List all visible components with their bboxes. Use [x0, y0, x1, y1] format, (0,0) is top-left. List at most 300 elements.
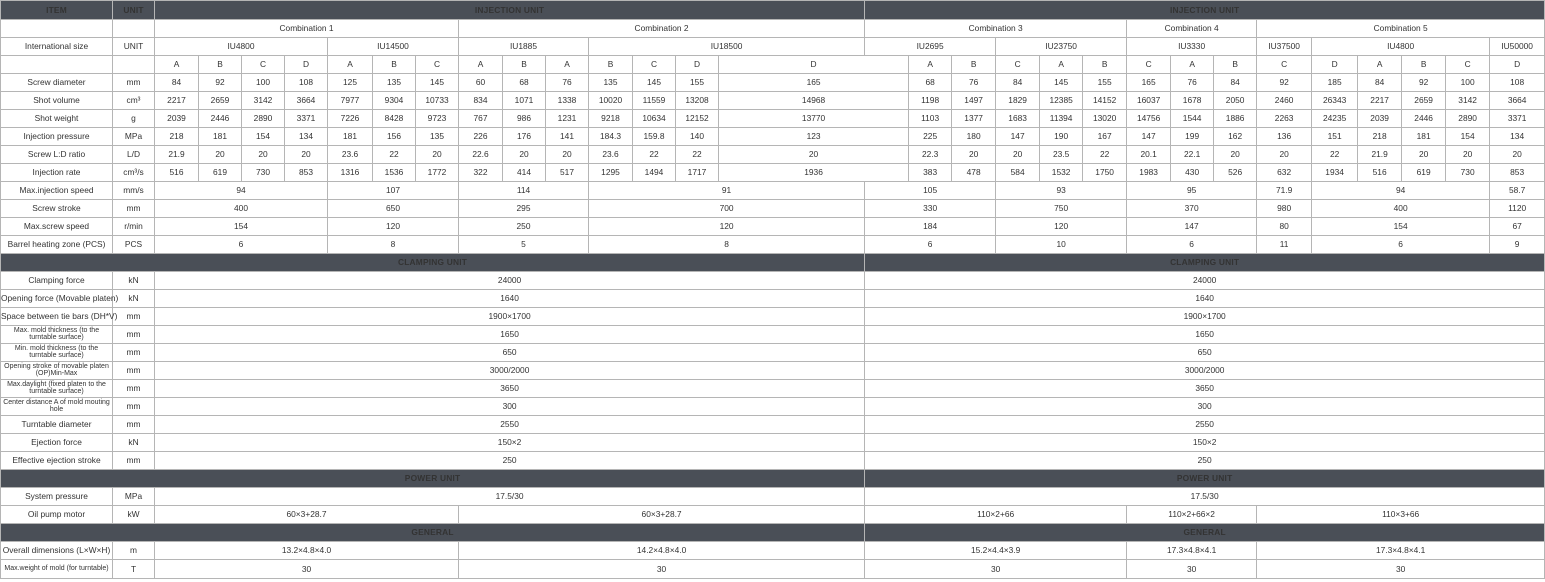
value-cell: 110×3+66	[1257, 506, 1545, 524]
power-unit-header-right: POWER UNIT	[865, 470, 1545, 488]
value-cell: 980	[1257, 200, 1312, 218]
value-cell: 17.5/30	[865, 488, 1545, 506]
value-cell: 10733	[416, 92, 459, 110]
value-cell: 154	[155, 218, 328, 236]
value-cell: 176	[503, 128, 546, 146]
value-cell: 6	[1127, 236, 1257, 254]
value-cell: 250	[155, 452, 865, 470]
value-cell: 145	[1040, 74, 1083, 92]
row-label: Shot volume	[1, 92, 113, 110]
clamping-row	[1, 272, 1545, 290]
value-cell: 92	[199, 74, 242, 92]
value-cell: 17.3×4.8×4.1	[1257, 542, 1545, 560]
grade-cell: B	[1083, 56, 1127, 74]
value-cell: 20	[546, 146, 589, 164]
value-cell: 2039	[1358, 110, 1402, 128]
value-cell: 1717	[676, 164, 719, 182]
value-cell: 107	[328, 182, 459, 200]
value-cell: 2550	[865, 416, 1545, 434]
value-cell: 3664	[285, 92, 328, 110]
row-label: Overall dimensions (L×W×H)	[1, 542, 113, 560]
combination-row	[1, 20, 1545, 38]
value-cell: 383	[909, 164, 952, 182]
value-cell: 330	[865, 200, 996, 218]
value-cell: 6	[155, 236, 328, 254]
value-cell: 2890	[1446, 110, 1490, 128]
value-cell: 185	[1312, 74, 1358, 92]
value-cell: 58.7	[1490, 182, 1545, 200]
value-cell: 60×3+28.7	[155, 506, 459, 524]
row-unit: mm	[113, 344, 155, 362]
value-cell: 400	[155, 200, 328, 218]
value-cell: 430	[1171, 164, 1214, 182]
clamping-row	[1, 344, 1545, 362]
clamping-row	[1, 398, 1545, 416]
system-pressure-row	[1, 488, 1545, 506]
value-cell: 23.6	[589, 146, 633, 164]
row-label: Opening force (Movable platen)	[1, 290, 113, 308]
row-unit: g	[113, 110, 155, 128]
value-cell: 7226	[328, 110, 373, 128]
value-cell: 12385	[1040, 92, 1083, 110]
row-unit: MPa	[113, 488, 155, 506]
injection-unit-header-right: INJECTION UNIT	[865, 1, 1545, 20]
value-cell: 1936	[719, 164, 909, 182]
value-cell: 20	[1446, 146, 1490, 164]
international-size-row	[1, 38, 1545, 56]
value-cell: 23.6	[328, 146, 373, 164]
value-cell: 181	[199, 128, 242, 146]
value-cell: 7977	[328, 92, 373, 110]
value-cell: 750	[996, 200, 1127, 218]
value-cell: 22	[1083, 146, 1127, 164]
value-cell: 22.3	[909, 146, 952, 164]
value-cell: 2446	[1402, 110, 1446, 128]
value-cell: 517	[546, 164, 589, 182]
value-cell: 181	[328, 128, 373, 146]
grade-cell: C	[633, 56, 676, 74]
grade-cell: C	[242, 56, 285, 74]
value-cell: 3371	[1490, 110, 1545, 128]
clamping-row	[1, 452, 1545, 470]
value-cell: 154	[1446, 128, 1490, 146]
value-cell: 16037	[1127, 92, 1171, 110]
size-cell: IU2695	[865, 38, 996, 56]
value-cell: 30	[1127, 560, 1257, 579]
value-cell: 414	[503, 164, 546, 182]
value-cell: 2050	[1214, 92, 1257, 110]
value-cell: 2460	[1257, 92, 1312, 110]
value-cell: 154	[242, 128, 285, 146]
row-label: System pressure	[1, 488, 113, 506]
injection-merged-row	[1, 218, 1545, 236]
value-cell: 400	[1312, 200, 1490, 218]
row-label: Max. mold thickness (to the turntable surface)	[1, 326, 113, 344]
value-cell: 91	[589, 182, 865, 200]
value-cell: 2890	[242, 110, 285, 128]
value-cell: 20	[1402, 146, 1446, 164]
clamping-row	[1, 434, 1545, 452]
value-cell: 13770	[719, 110, 909, 128]
value-cell: 9218	[589, 110, 633, 128]
grade-cell: C	[416, 56, 459, 74]
value-cell: 20	[996, 146, 1040, 164]
injection-merged-row	[1, 236, 1545, 254]
value-cell: 2263	[1257, 110, 1312, 128]
value-cell: 30	[155, 560, 459, 579]
value-cell: 2550	[155, 416, 865, 434]
value-cell: 218	[155, 128, 199, 146]
value-cell: 1103	[909, 110, 952, 128]
value-cell: 10634	[633, 110, 676, 128]
value-cell: 650	[155, 344, 865, 362]
row-unit: mm/s	[113, 182, 155, 200]
value-cell: 162	[1214, 128, 1257, 146]
value-cell: 125	[328, 74, 373, 92]
row-label: Screw stroke	[1, 200, 113, 218]
grade-cell: B	[503, 56, 546, 74]
row-label: Injection rate	[1, 164, 113, 182]
value-cell: 3142	[1446, 92, 1490, 110]
grade-cell: A	[459, 56, 503, 74]
size-cell: IU4800	[155, 38, 328, 56]
value-cell: 14152	[1083, 92, 1127, 110]
value-cell: 1497	[952, 92, 996, 110]
value-cell: 84	[1358, 74, 1402, 92]
row-unit: mm	[113, 452, 155, 470]
injection-row	[1, 92, 1545, 110]
value-cell: 76	[952, 74, 996, 92]
value-cell: 60	[459, 74, 503, 92]
value-cell: 526	[1214, 164, 1257, 182]
value-cell: 322	[459, 164, 503, 182]
value-cell: 20	[719, 146, 909, 164]
value-cell: 76	[1171, 74, 1214, 92]
row-unit: kW	[113, 506, 155, 524]
value-cell: 20	[199, 146, 242, 164]
value-cell: 650	[328, 200, 459, 218]
value-cell: 3650	[155, 380, 865, 398]
item-header: ITEM	[1, 1, 113, 20]
row-unit: r/min	[113, 218, 155, 236]
value-cell: 21.9	[1358, 146, 1402, 164]
value-cell: 3142	[242, 92, 285, 110]
clamping-row	[1, 326, 1545, 344]
value-cell: 853	[285, 164, 328, 182]
value-cell: 13208	[676, 92, 719, 110]
grade-cell: C	[996, 56, 1040, 74]
row-label: International size	[1, 38, 113, 56]
value-cell: 1886	[1214, 110, 1257, 128]
value-cell: 22	[1312, 146, 1358, 164]
value-cell: 1377	[952, 110, 996, 128]
value-cell: 218	[1358, 128, 1402, 146]
value-cell: 1544	[1171, 110, 1214, 128]
injection-row	[1, 146, 1545, 164]
value-cell: 150×2	[865, 434, 1545, 452]
value-cell: 14.2×4.8×4.0	[459, 542, 865, 560]
value-cell: 147	[996, 128, 1040, 146]
value-cell: 84	[1214, 74, 1257, 92]
value-cell: 767	[459, 110, 503, 128]
row-unit: L/D	[113, 146, 155, 164]
row-unit: mm	[113, 416, 155, 434]
value-cell: 30	[865, 560, 1127, 579]
row-label: Effective ejection stroke	[1, 452, 113, 470]
value-cell: 8428	[373, 110, 416, 128]
injection-merged-row	[1, 200, 1545, 218]
value-cell: 619	[199, 164, 242, 182]
combination-2: Combination 2	[459, 20, 865, 38]
power-header-row	[1, 470, 1545, 488]
value-cell: 1650	[865, 326, 1545, 344]
grade-cell: B	[589, 56, 633, 74]
general-header-row	[1, 524, 1545, 542]
grade-row	[1, 56, 1545, 74]
value-cell: 156	[373, 128, 416, 146]
row-label: Injection pressure	[1, 128, 113, 146]
value-cell: 3371	[285, 110, 328, 128]
value-cell: 100	[1446, 74, 1490, 92]
row-label: Max.weight of mold (for turntable)	[1, 560, 113, 579]
value-cell: 370	[1127, 200, 1257, 218]
value-cell: 24235	[1312, 110, 1358, 128]
grade-cell: A	[328, 56, 373, 74]
value-cell: 105	[865, 182, 996, 200]
value-cell: 6	[1312, 236, 1490, 254]
value-cell: 184.3	[589, 128, 633, 146]
row-unit: m	[113, 542, 155, 560]
value-cell: 30	[459, 560, 865, 579]
value-cell: 20	[1214, 146, 1257, 164]
size-cell: IU50000	[1490, 38, 1545, 56]
value-cell: 8	[328, 236, 459, 254]
value-cell: 300	[865, 398, 1545, 416]
injection-data	[1, 74, 1545, 182]
value-cell: 20	[952, 146, 996, 164]
value-cell: 151	[1312, 128, 1358, 146]
value-cell: 120	[996, 218, 1127, 236]
row-label: Opening stroke of movable platen (OP)Min-Max	[1, 362, 113, 380]
value-cell: 135	[589, 74, 633, 92]
clamping-row	[1, 416, 1545, 434]
value-cell: 1536	[373, 164, 416, 182]
value-cell: 145	[633, 74, 676, 92]
size-cell: IU1885	[459, 38, 589, 56]
value-cell: 1750	[1083, 164, 1127, 182]
injection-row	[1, 74, 1545, 92]
value-cell: 20.1	[1127, 146, 1171, 164]
value-cell: 20	[1257, 146, 1312, 164]
size-cell: IU4800	[1312, 38, 1490, 56]
grade-cell: D	[285, 56, 328, 74]
value-cell: 225	[909, 128, 952, 146]
injection-merged-row	[1, 182, 1545, 200]
combination-3: Combination 3	[865, 20, 1127, 38]
value-cell: 100	[242, 74, 285, 92]
value-cell: 30	[1257, 560, 1545, 579]
injection-unit-header-left: INJECTION UNIT	[155, 1, 865, 20]
value-cell: 147	[1127, 128, 1171, 146]
grade-cell: B	[952, 56, 996, 74]
value-cell: 76	[546, 74, 589, 92]
unit-header: UNIT	[113, 1, 155, 20]
value-cell: 853	[1490, 164, 1545, 182]
value-cell: 14756	[1127, 110, 1171, 128]
value-cell: 13.2×4.8×4.0	[155, 542, 459, 560]
size-cell: IU3330	[1127, 38, 1257, 56]
grade-cell: D	[719, 56, 909, 74]
value-cell: 84	[996, 74, 1040, 92]
row-unit: mm	[113, 200, 155, 218]
value-cell: 140	[676, 128, 719, 146]
value-cell: 15.2×4.4×3.9	[865, 542, 1127, 560]
value-cell: 110×2+66	[865, 506, 1127, 524]
row-label: Ejection force	[1, 434, 113, 452]
combination-1: Combination 1	[155, 20, 459, 38]
value-cell: 14968	[719, 92, 909, 110]
value-cell: 80	[1257, 218, 1312, 236]
value-cell: 22	[633, 146, 676, 164]
value-cell: 22	[373, 146, 416, 164]
value-cell: 134	[1490, 128, 1545, 146]
value-cell: 986	[503, 110, 546, 128]
value-cell: 181	[1402, 128, 1446, 146]
combination-5: Combination 5	[1257, 20, 1545, 38]
row-label: Center distance A of mold mouting hole	[1, 398, 113, 416]
value-cell: 93	[996, 182, 1127, 200]
value-cell: 300	[155, 398, 865, 416]
value-cell: 110×2+66×2	[1127, 506, 1257, 524]
value-cell: 24000	[865, 272, 1545, 290]
value-cell: 17.5/30	[155, 488, 865, 506]
value-cell: 1198	[909, 92, 952, 110]
grade-cell: A	[909, 56, 952, 74]
grade-cell: D	[676, 56, 719, 74]
value-cell: 10	[996, 236, 1127, 254]
value-cell: 9723	[416, 110, 459, 128]
value-cell: 92	[1257, 74, 1312, 92]
value-cell: 1295	[589, 164, 633, 182]
value-cell: 184	[865, 218, 996, 236]
value-cell: 1772	[416, 164, 459, 182]
value-cell: 94	[155, 182, 328, 200]
clamping-unit-header-right: CLAMPING UNIT	[865, 254, 1545, 272]
row-label: Clamping force	[1, 272, 113, 290]
row-unit: MPa	[113, 128, 155, 146]
value-cell: 700	[589, 200, 865, 218]
row-label: Max.injection speed	[1, 182, 113, 200]
grade-cell: A	[1171, 56, 1214, 74]
value-cell: 10020	[589, 92, 633, 110]
oil-pump-row	[1, 506, 1545, 524]
grade-cell: A	[155, 56, 199, 74]
grade-cell: B	[1214, 56, 1257, 74]
value-cell: 20	[503, 146, 546, 164]
row-unit: mm	[113, 380, 155, 398]
value-cell: 165	[719, 74, 909, 92]
value-cell: 1231	[546, 110, 589, 128]
value-cell: 108	[1490, 74, 1545, 92]
value-cell: 1316	[328, 164, 373, 182]
row-label: Turntable diameter	[1, 416, 113, 434]
value-cell: 2217	[155, 92, 199, 110]
injection-merged-data	[1, 182, 1545, 254]
value-cell: 23.5	[1040, 146, 1083, 164]
value-cell: 135	[416, 128, 459, 146]
value-cell: 1900×1700	[155, 308, 865, 326]
size-cell: IU23750	[996, 38, 1127, 56]
value-cell: 190	[1040, 128, 1083, 146]
value-cell: 1683	[996, 110, 1040, 128]
row-unit: mm	[113, 308, 155, 326]
grade-cell: A	[546, 56, 589, 74]
value-cell: 9304	[373, 92, 416, 110]
value-cell: 92	[1402, 74, 1446, 92]
row-unit: kN	[113, 290, 155, 308]
value-cell: 154	[1312, 218, 1490, 236]
row-unit: mm	[113, 326, 155, 344]
value-cell: 20	[416, 146, 459, 164]
value-cell: 123	[719, 128, 909, 146]
grade-cell: A	[1040, 56, 1083, 74]
clamping-header-row	[1, 254, 1545, 272]
value-cell: 199	[1171, 128, 1214, 146]
value-cell: 120	[328, 218, 459, 236]
injection-row	[1, 164, 1545, 182]
value-cell: 9	[1490, 236, 1545, 254]
value-cell: 2659	[199, 92, 242, 110]
row-label: Screw diameter	[1, 74, 113, 92]
general-header-right: GENERAL	[865, 524, 1545, 542]
value-cell: 5	[459, 236, 589, 254]
value-cell: 22.6	[459, 146, 503, 164]
value-cell: 159.8	[633, 128, 676, 146]
value-cell: 108	[285, 74, 328, 92]
value-cell: 3000/2000	[865, 362, 1545, 380]
clamping-row	[1, 308, 1545, 326]
value-cell: 24000	[155, 272, 865, 290]
value-cell: 150×2	[155, 434, 865, 452]
value-cell: 1983	[1127, 164, 1171, 182]
value-cell: 26343	[1312, 92, 1358, 110]
value-cell: 6	[865, 236, 996, 254]
value-cell: 1071	[503, 92, 546, 110]
value-cell: 516	[155, 164, 199, 182]
value-cell: 21.9	[155, 146, 199, 164]
size-cell: IU18500	[589, 38, 865, 56]
value-cell: 180	[952, 128, 996, 146]
injection-row	[1, 128, 1545, 146]
row-label: Shot weight	[1, 110, 113, 128]
clamping-data	[1, 272, 1545, 470]
row-unit: mm	[113, 398, 155, 416]
value-cell: 94	[1312, 182, 1490, 200]
clamping-unit-header-left: CLAMPING UNIT	[1, 254, 865, 272]
value-cell: 3650	[865, 380, 1545, 398]
header-row	[1, 1, 1545, 20]
value-cell: 1640	[155, 290, 865, 308]
row-label: Barrel heating zone (PCS)	[1, 236, 113, 254]
value-cell: 120	[589, 218, 865, 236]
grade-cell: C	[1257, 56, 1312, 74]
value-cell: 167	[1083, 128, 1127, 146]
value-cell: 13020	[1083, 110, 1127, 128]
value-cell: 478	[952, 164, 996, 182]
row-unit: kN	[113, 434, 155, 452]
value-cell: 1532	[1040, 164, 1083, 182]
value-cell: 11559	[633, 92, 676, 110]
